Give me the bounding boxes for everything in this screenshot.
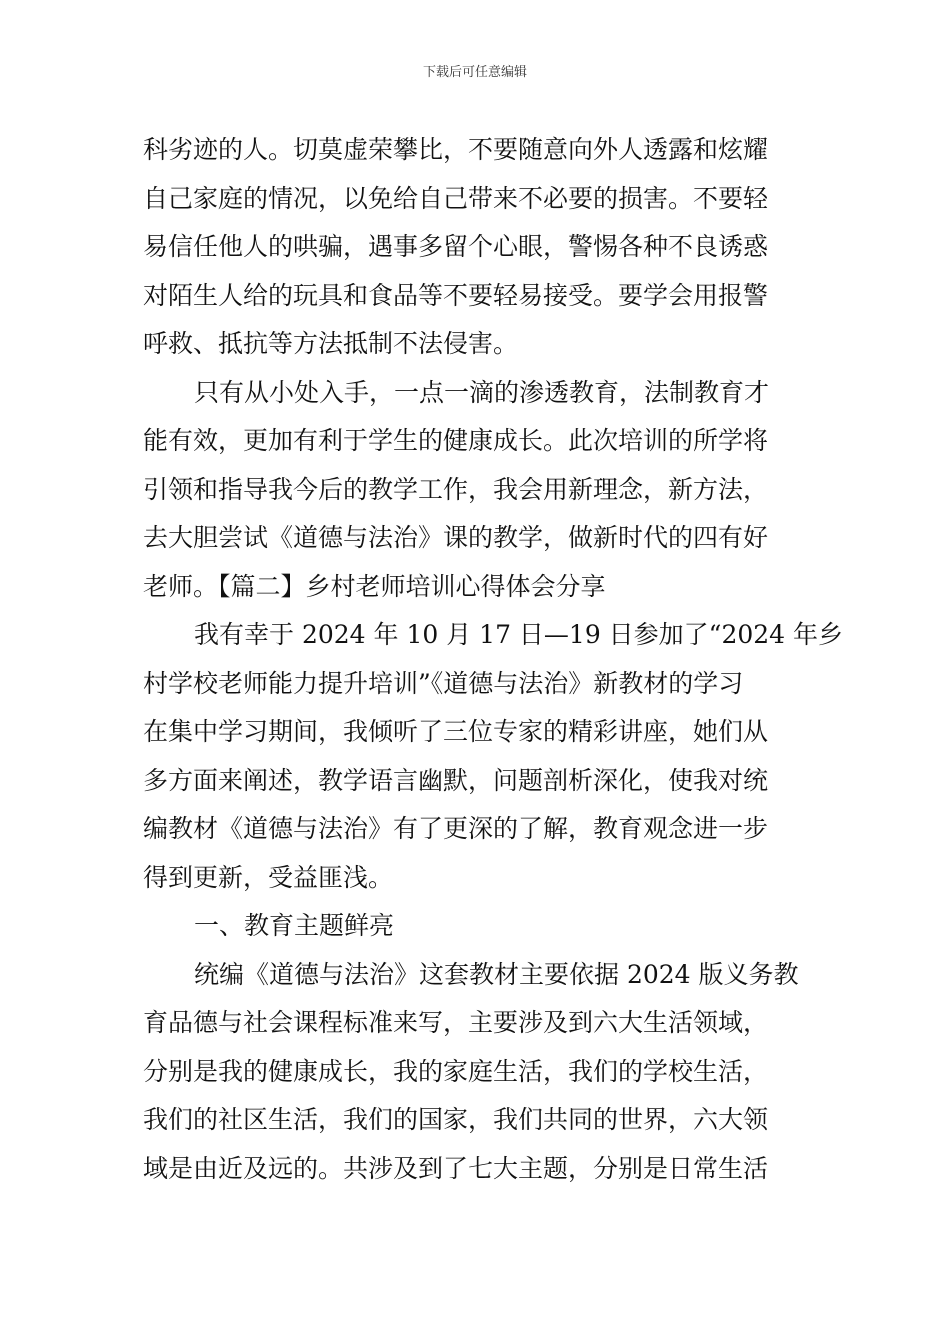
paragraph-start-line: 我有幸于 2024 年 10 月 17 日—19 日参加了“2024 年乡	[194, 620, 844, 649]
document-body	[143, 126, 844, 1193]
text-line: 引领和指导我今后的教学工作，我会用新理念，新方法，	[143, 474, 769, 504]
text-line: 编教材《道德与法治》有了更深的了解，教育观念进一步	[143, 814, 769, 843]
text-line: 在集中学习期间，我倾听了三位专家的精彩讲座，她们从	[143, 717, 769, 746]
text-line: 去大胆尝试《道德与法治》课的教学，做新时代的四有好	[143, 523, 769, 552]
text-line: 呼救、抵抗等方法抵制不法侵害。	[143, 329, 519, 358]
text-line: 能有效，更加有利于学生的健康成长。此次培训的所学将	[143, 426, 769, 455]
text-line: 对陌生人给的玩具和食品等不要轻易接受。要学会用报警	[143, 280, 769, 310]
paragraph-start-line: 只有从小处入手，一点一滴的渗透教育，法制教育才	[194, 377, 770, 407]
text-line: 科劣迹的人。切莫虚荣攀比，不要随意向外人透露和炫耀	[143, 135, 769, 164]
text-line: 育品德与社会课程标准来写，主要涉及到六大生活领域，	[143, 1008, 769, 1037]
section-heading: 一、教育主题鲜亮	[194, 911, 395, 940]
text-line: 我们的社区生活，我们的国家，我们共同的世界，六大领	[143, 1105, 769, 1134]
text-line: 自己家庭的情况，以免给自己带来不必要的损害。不要轻	[143, 183, 769, 213]
text-line: 村学校老师能力提升培训”《道德与法治》新教材的学习	[143, 668, 744, 698]
text-line: 得到更新，受益匪浅。	[143, 862, 394, 892]
text-line: 多方面来阐述，教学语言幽默，问题剖析深化，使我对统	[143, 765, 769, 795]
page-header: 下载后可任意编辑	[422, 65, 527, 80]
text-line: 域是由近及远的。共涉及到了七大主题，分别是日常生活	[143, 1153, 769, 1183]
paragraph-start-line: 统编《道德与法治》这套教材主要依据 2024 版义务教	[194, 959, 799, 989]
text-line: 老师。【篇二】乡村老师培训心得体会分享	[143, 571, 606, 601]
text-line: 易信任他人的哄骗，遇事多留个心眼，警惕各种不良诱惑	[143, 232, 769, 261]
text-line: 分别是我的健康成长，我的家庭生活，我们的学校生活，	[143, 1056, 769, 1086]
